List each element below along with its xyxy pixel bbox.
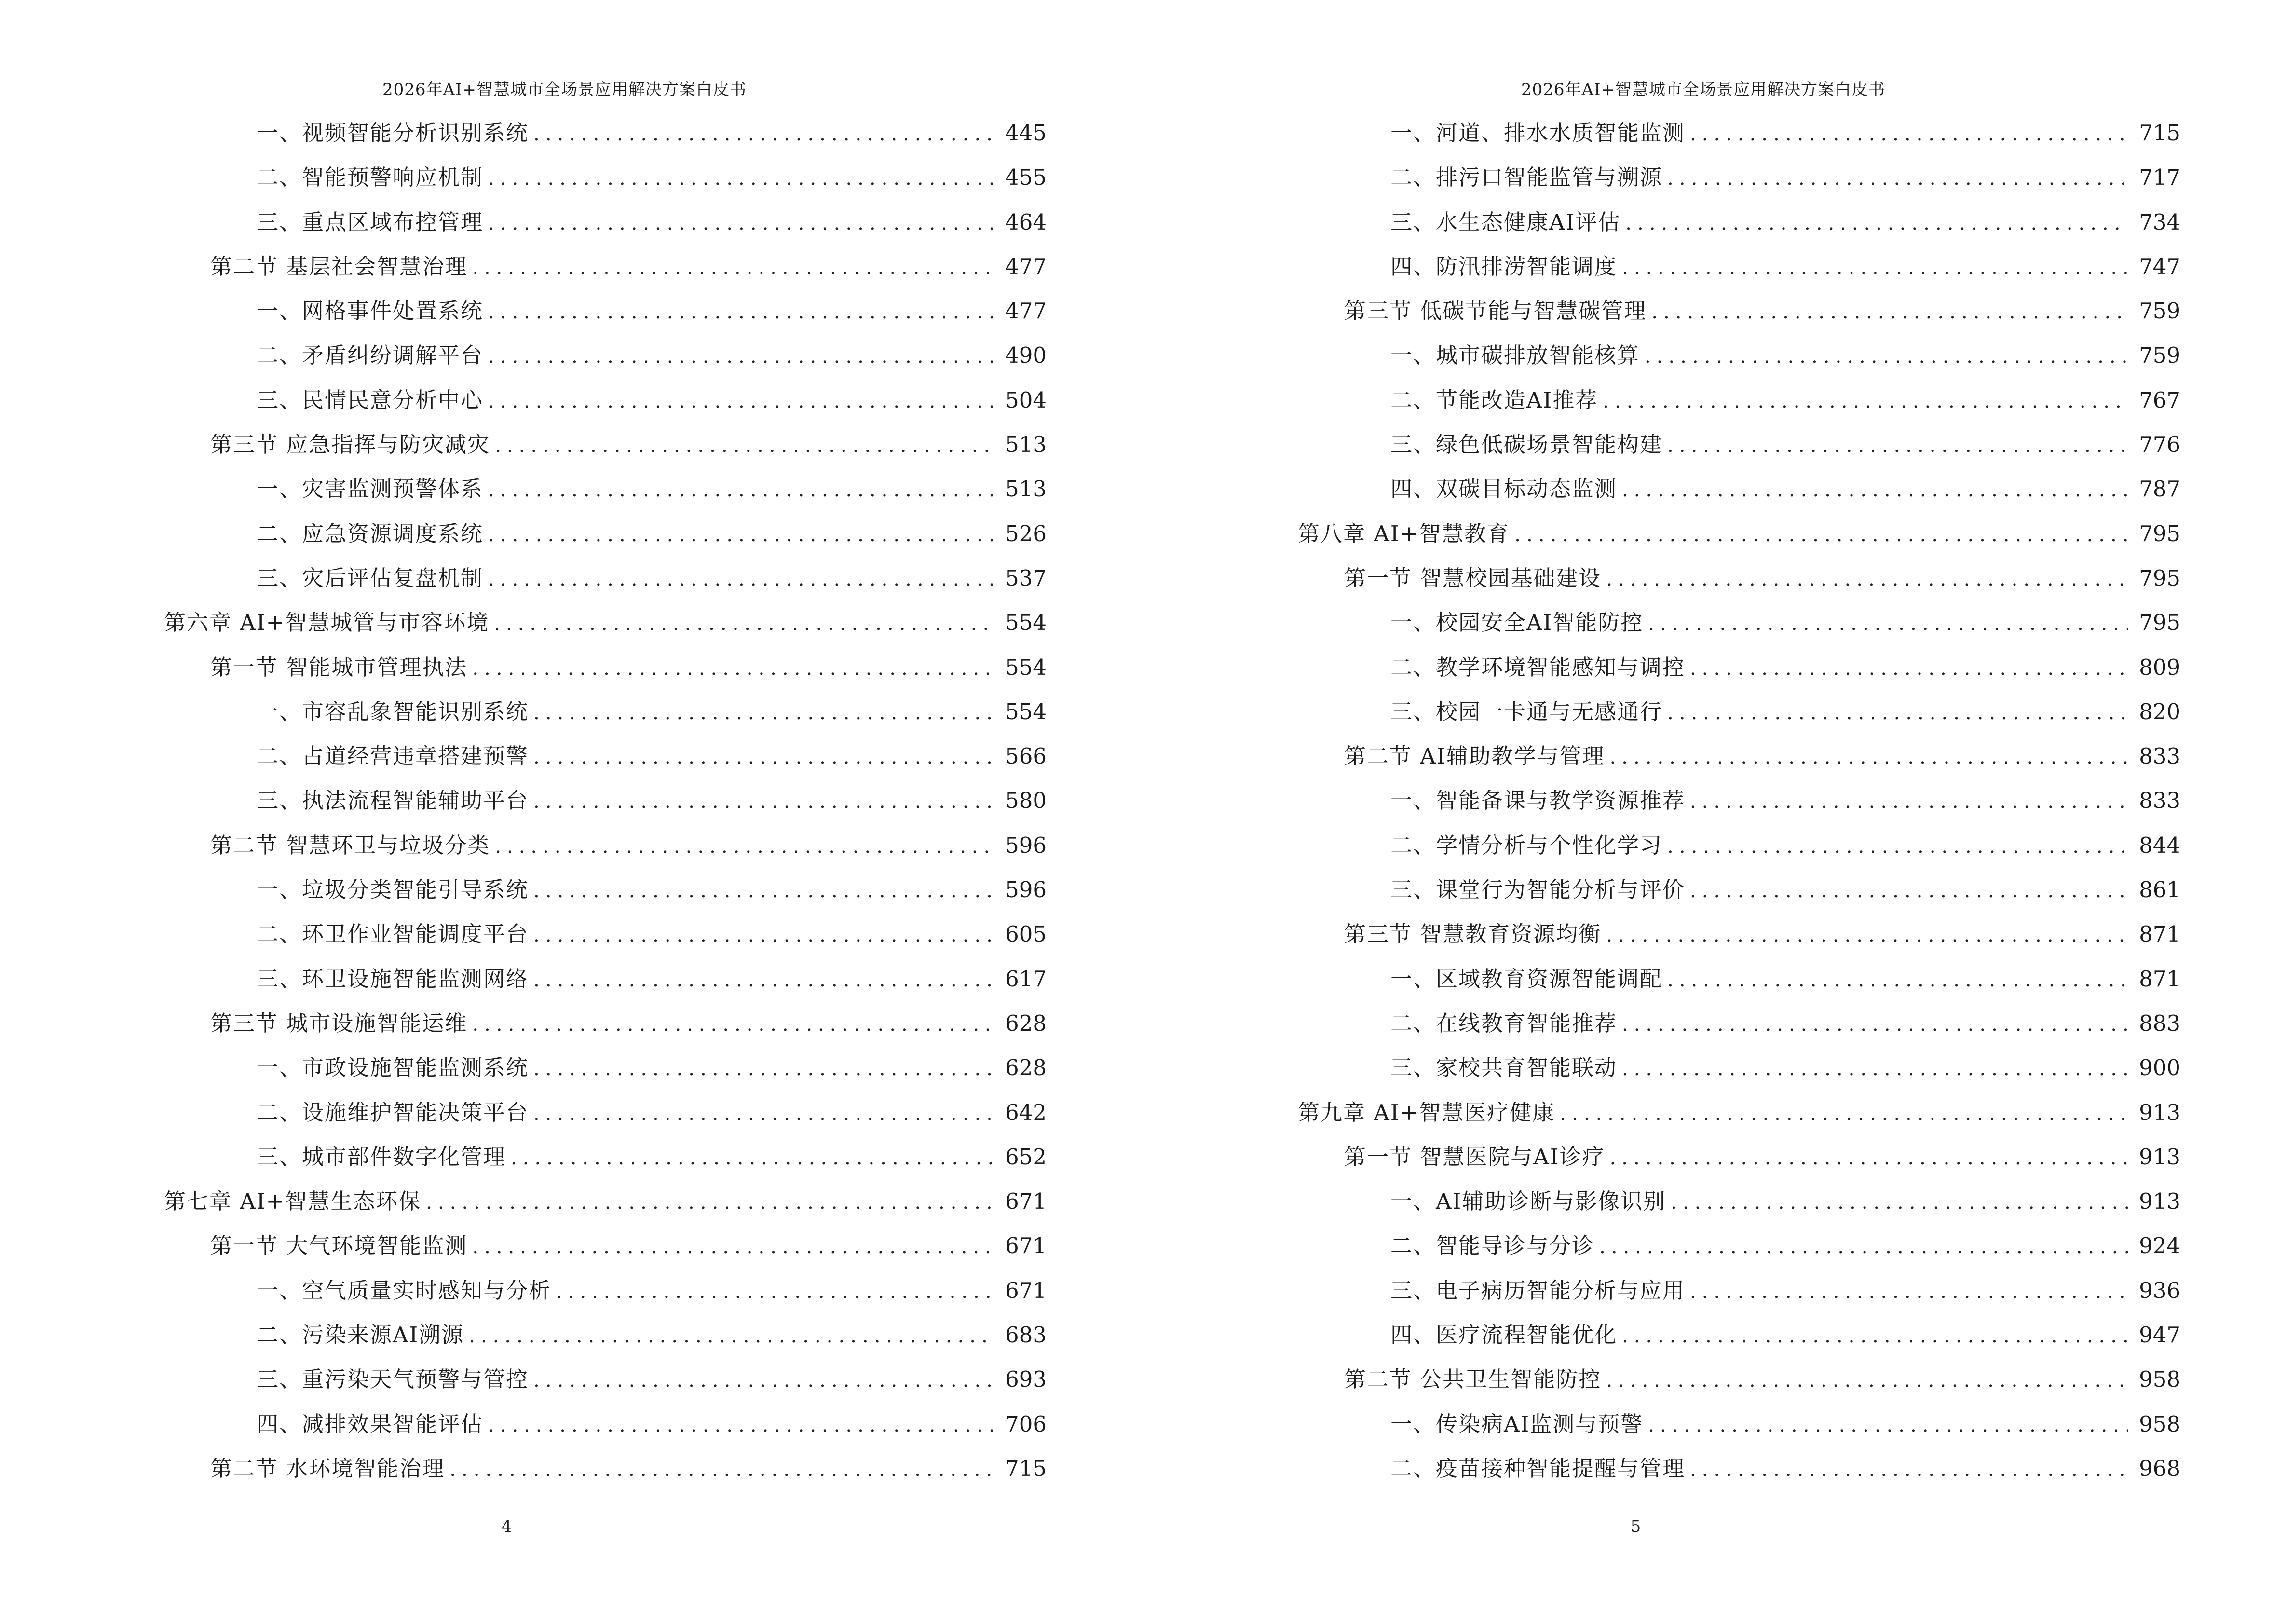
dot-leader	[533, 779, 994, 824]
toc-entry-item[interactable]	[164, 778, 1047, 823]
toc-entry-title: 三、家校共育智能联动	[1390, 1055, 1618, 1081]
toc-entry-title: 二、智能预警响应机制	[257, 164, 484, 191]
toc-entry-page: 596	[1005, 877, 1047, 903]
toc-entry-page: 671	[1005, 1233, 1047, 1259]
dot-leader	[488, 290, 994, 334]
dot-leader	[1514, 513, 2128, 557]
toc-entry-item[interactable]	[164, 1269, 1047, 1313]
toc-entry-title: 二、环卫作业智能调度平台	[257, 921, 529, 947]
toc-entry-title: 三、灾后评估复盘机制	[257, 565, 484, 591]
dot-leader	[533, 958, 994, 1002]
toc-entry-title: 第一节 智慧校园基础建设	[1344, 565, 1602, 591]
page-number: 4	[501, 1517, 512, 1536]
dot-leader	[488, 201, 994, 246]
dot-leader	[533, 1358, 994, 1403]
table-of-contents	[1298, 111, 2180, 1491]
toc-entry-page: 759	[2139, 342, 2180, 368]
toc-entry-item[interactable]	[164, 1357, 1047, 1402]
dot-leader	[488, 379, 994, 423]
toc-entry-page: 936	[2139, 1277, 2180, 1303]
toc-entry-page: 490	[1005, 342, 1047, 368]
toc-entry-title: 一、区域教育资源智能调配	[1390, 966, 1663, 992]
dot-leader	[533, 691, 994, 735]
page-number: 5	[1630, 1517, 1641, 1536]
toc-entry-item[interactable]	[1298, 423, 2180, 467]
toc-entry-page: 513	[1005, 476, 1047, 502]
toc-entry-title: 第二节 公共卫生智能防控	[1344, 1366, 1602, 1392]
toc-entry-item[interactable]	[1298, 600, 2180, 645]
toc-entry-page: 913	[2139, 1188, 2180, 1215]
toc-entry-title: 第六章 AI+智慧城管与市容环境	[164, 610, 490, 636]
dot-leader	[1690, 779, 2128, 824]
toc-entry-item[interactable]	[164, 1313, 1047, 1357]
toc-entry-title: 第二节 水环境智能治理	[210, 1455, 445, 1481]
dot-leader	[1610, 735, 2129, 779]
dot-leader	[1606, 913, 2128, 957]
toc-entry-page: 820	[2139, 698, 2180, 724]
dot-leader	[511, 1136, 994, 1180]
toc-entry-title: 一、灾害监测预警体系	[257, 476, 484, 502]
toc-entry-item[interactable]	[1298, 957, 2180, 1001]
toc-entry-page: 913	[2139, 1144, 2180, 1170]
toc-entry-title: 二、污染来源AI溯源	[257, 1322, 464, 1348]
toc-entry-title: 三、环卫设施智能监测网络	[257, 966, 529, 992]
dot-leader	[472, 646, 994, 691]
dot-leader	[494, 601, 994, 646]
toc-entry-section[interactable]	[1298, 289, 2180, 333]
toc-entry-page: 861	[2139, 877, 2180, 903]
toc-entry-title: 二、占道经营违章搭建预警	[257, 743, 529, 769]
toc-entry-item[interactable]	[1298, 111, 2180, 155]
toc-entry-page: 617	[1005, 966, 1047, 992]
toc-entry-title: 一、校园安全AI智能防控	[1390, 610, 1644, 636]
dot-leader	[1610, 1136, 2129, 1180]
dot-leader	[1622, 468, 2128, 512]
dot-leader	[1599, 1225, 2128, 1269]
dot-leader	[1645, 334, 2128, 379]
dot-leader	[488, 513, 994, 557]
toc-entry-page: 671	[1005, 1188, 1047, 1215]
dot-leader	[1622, 1314, 2128, 1358]
toc-entry-page: 767	[2139, 387, 2180, 413]
toc-entry-page: 477	[1005, 298, 1047, 324]
dot-leader	[533, 913, 994, 957]
toc-entry-title: 二、疫苗接种智能提醒与管理	[1390, 1455, 1686, 1481]
toc-entry-page: 683	[1005, 1322, 1047, 1348]
toc-entry-item[interactable]	[164, 912, 1047, 956]
toc-entry-page: 605	[1005, 921, 1047, 947]
toc-entry-item[interactable]	[164, 734, 1047, 778]
dot-leader	[1690, 869, 2128, 913]
toc-entry-page: 871	[2139, 921, 2180, 947]
dot-leader	[1667, 156, 2128, 201]
toc-entry-page: 833	[2139, 788, 2180, 814]
toc-entry-title: 第七章 AI+智慧生态环保	[164, 1188, 422, 1215]
toc-entry-title: 四、防汛排涝智能调度	[1390, 253, 1618, 279]
toc-entry-title: 一、河道、排水水质智能监测	[1390, 120, 1686, 146]
toc-entry-section[interactable]	[164, 823, 1047, 868]
toc-entry-page: 504	[1005, 387, 1047, 413]
toc-entry-page: 596	[1005, 832, 1047, 858]
dot-leader	[426, 1180, 994, 1225]
toc-entry-title: 第九章 AI+智慧医疗健康	[1298, 1099, 1555, 1125]
toc-entry-item[interactable]	[1298, 778, 2180, 823]
toc-entry-item[interactable]	[1298, 1046, 2180, 1090]
toc-entry-item[interactable]	[164, 1091, 1047, 1135]
toc-entry-title: 第一节 智慧医院与AI诊疗	[1344, 1144, 1605, 1170]
toc-entry-title: 三、水生态健康AI评估	[1390, 209, 1621, 235]
toc-entry-title: 第一节 大气环境智能监测	[210, 1233, 468, 1259]
toc-entry-section[interactable]	[1298, 1357, 2180, 1402]
toc-entry-title: 第八章 AI+智慧教育	[1298, 520, 1510, 546]
toc-entry-title: 第三节 应急指挥与防灾减灾	[210, 432, 490, 458]
toc-entry-page: 706	[1005, 1411, 1047, 1437]
toc-entry-page: 913	[2139, 1099, 2180, 1125]
toc-entry-page: 554	[1005, 654, 1047, 680]
toc-entry-page: 795	[2139, 520, 2180, 546]
toc-entry-page: 513	[1005, 432, 1047, 458]
table-of-contents	[164, 111, 1047, 1491]
dot-leader	[533, 112, 994, 156]
toc-entry-item[interactable]	[1298, 823, 2180, 868]
toc-entry-title: 第三节 智慧教育资源均衡	[1344, 921, 1602, 947]
toc-entry-item[interactable]	[164, 155, 1047, 200]
toc-entry-page: 924	[2139, 1233, 2180, 1259]
toc-entry-item[interactable]	[1298, 1001, 2180, 1046]
dot-leader	[488, 557, 994, 601]
toc-entry-section[interactable]	[1298, 556, 2180, 600]
toc-entry-title: 三、重污染天气预警与管控	[257, 1366, 529, 1392]
dot-leader	[1648, 1403, 2128, 1447]
toc-entry-item[interactable]	[164, 1402, 1047, 1447]
dot-leader	[1606, 557, 2128, 601]
toc-entry-title: 一、智能备课与教学资源推荐	[1390, 788, 1686, 814]
toc-entry-title: 二、应急资源调度系统	[257, 520, 484, 546]
toc-entry-page: 715	[2139, 120, 2180, 146]
toc-entry-page: 445	[1005, 120, 1047, 146]
toc-entry-page: 628	[1005, 1055, 1047, 1081]
toc-entry-page: 693	[1005, 1366, 1047, 1392]
toc-entry-item[interactable]	[1298, 1313, 2180, 1357]
dot-leader	[1690, 1447, 2128, 1492]
toc-entry-title: 四、医疗流程智能优化	[1390, 1322, 1618, 1348]
toc-entry-title: 三、执法流程智能辅助平台	[257, 788, 529, 814]
toc-entry-page: 833	[2139, 743, 2180, 769]
toc-entry-item[interactable]	[1298, 1179, 2180, 1224]
dot-leader	[533, 869, 994, 913]
toc-entry-page: 628	[1005, 1010, 1047, 1036]
right-page	[1144, 0, 2287, 1624]
toc-entry-page: 844	[2139, 832, 2180, 858]
dot-leader	[488, 468, 994, 512]
toc-entry-page: 717	[2139, 164, 2180, 191]
toc-entry-page: 795	[2139, 610, 2180, 636]
toc-entry-chapter[interactable]	[1298, 1091, 2180, 1135]
dot-leader	[472, 1002, 994, 1047]
dot-leader	[1690, 646, 2128, 691]
toc-entry-page: 652	[1005, 1144, 1047, 1170]
toc-entry-item[interactable]	[1298, 1447, 2180, 1491]
toc-entry-page: 747	[2139, 253, 2180, 279]
toc-entry-page: 554	[1005, 698, 1047, 724]
toc-entry-title: 二、教学环境智能感知与调控	[1390, 654, 1686, 680]
toc-entry-page: 464	[1005, 209, 1047, 235]
toc-entry-page: 809	[2139, 654, 2180, 680]
toc-entry-title: 一、空气质量实时感知与分析	[257, 1277, 552, 1303]
toc-entry-item[interactable]	[1298, 155, 2180, 200]
dot-leader	[1560, 1092, 2128, 1136]
toc-entry-title: 第三节 城市设施智能运维	[210, 1010, 468, 1036]
toc-entry-title: 一、视频智能分析识别系统	[257, 120, 529, 146]
toc-entry-item[interactable]	[1298, 1402, 2180, 1447]
toc-entry-page: 537	[1005, 565, 1047, 591]
dot-leader	[1667, 423, 2128, 468]
toc-entry-item[interactable]	[164, 111, 1047, 155]
dot-leader	[495, 423, 994, 468]
toc-entry-item[interactable]	[1298, 467, 2180, 511]
toc-entry-title: 一、市容乱象智能识别系统	[257, 698, 529, 724]
toc-entry-page: 477	[1005, 253, 1047, 279]
toc-entry-title: 一、城市碳排放智能核算	[1390, 342, 1640, 368]
dot-leader	[1667, 824, 2128, 869]
dot-leader	[1651, 290, 2128, 334]
toc-entry-item[interactable]	[1298, 200, 2180, 245]
toc-entry-page: 968	[2139, 1455, 2180, 1481]
toc-entry-title: 二、排污口智能监管与溯源	[1390, 164, 1663, 191]
dot-leader	[472, 1225, 994, 1269]
dot-leader	[1622, 1002, 2128, 1047]
toc-entry-section[interactable]	[164, 245, 1047, 289]
toc-entry-title: 一、市政设施智能监测系统	[257, 1055, 529, 1081]
toc-entry-item[interactable]	[164, 868, 1047, 912]
toc-entry-item[interactable]	[164, 556, 1047, 600]
toc-entry-chapter[interactable]	[164, 600, 1047, 645]
toc-entry-title: 三、民情民意分析中心	[257, 387, 484, 413]
toc-entry-page: 526	[1005, 520, 1047, 546]
toc-entry-page: 671	[1005, 1277, 1047, 1303]
dot-leader	[469, 1314, 994, 1358]
toc-entry-title: 三、重点区域布控管理	[257, 209, 484, 235]
dot-leader	[472, 246, 994, 290]
toc-entry-title: 二、在线教育智能推荐	[1390, 1010, 1618, 1036]
toc-entry-page: 776	[2139, 432, 2180, 458]
toc-entry-title: 三、课堂行为智能分析与评价	[1390, 877, 1686, 903]
toc-entry-section[interactable]	[164, 1447, 1047, 1491]
toc-entry-item[interactable]	[164, 690, 1047, 734]
dot-leader	[1667, 958, 2128, 1002]
toc-entry-page: 947	[2139, 1322, 2180, 1348]
toc-entry-title: 一、垃圾分类智能引导系统	[257, 877, 529, 903]
toc-entry-item[interactable]	[164, 957, 1047, 1001]
dot-leader	[1622, 1047, 2128, 1091]
toc-entry-page: 795	[2139, 565, 2180, 591]
toc-entry-section[interactable]	[164, 1224, 1047, 1268]
toc-entry-item[interactable]	[1298, 1269, 2180, 1313]
toc-entry-title: 第一节 智能城市管理执法	[210, 654, 468, 680]
dot-leader	[533, 735, 994, 779]
toc-entry-page: 566	[1005, 743, 1047, 769]
toc-entry-title: 二、节能改造AI推荐	[1390, 387, 1598, 413]
toc-entry-item[interactable]	[164, 512, 1047, 556]
dot-leader	[1606, 1358, 2128, 1403]
toc-entry-page: 715	[1005, 1455, 1047, 1481]
toc-entry-item[interactable]	[1298, 245, 2180, 289]
toc-entry-item[interactable]	[164, 378, 1047, 423]
toc-entry-title: 第二节 智慧环卫与垃圾分类	[210, 832, 490, 858]
toc-entry-title: 第二节 基层社会智慧治理	[210, 253, 468, 279]
toc-entry-page: 734	[2139, 209, 2180, 235]
dot-leader	[1625, 201, 2128, 246]
toc-entry-section[interactable]	[1298, 1135, 2180, 1179]
dot-leader	[488, 156, 994, 201]
toc-entry-title: 二、设施维护智能决策平台	[257, 1099, 529, 1125]
dot-leader	[1622, 246, 2128, 290]
toc-entry-title: 三、校园一卡通与无感通行	[1390, 698, 1663, 724]
toc-entry-title: 四、减排效果智能评估	[257, 1411, 484, 1437]
toc-entry-item[interactable]	[164, 333, 1047, 378]
toc-entry-page: 871	[2139, 966, 2180, 992]
toc-entry-title: 第二节 AI辅助教学与管理	[1344, 743, 1605, 769]
toc-entry-page: 642	[1005, 1099, 1047, 1125]
page-header: 2026年AI+智慧城市全场景应用解决方案白皮书	[382, 80, 747, 99]
dot-leader	[1603, 379, 2128, 423]
dot-leader	[533, 1047, 994, 1091]
dot-leader	[1667, 691, 2128, 735]
toc-entry-item[interactable]	[164, 200, 1047, 245]
toc-entry-chapter[interactable]	[1298, 512, 2180, 556]
toc-entry-section[interactable]	[164, 423, 1047, 467]
toc-entry-item[interactable]	[1298, 333, 2180, 378]
toc-entry-page: 883	[2139, 1010, 2180, 1036]
toc-entry-chapter[interactable]	[164, 1179, 1047, 1224]
dot-leader	[488, 1403, 994, 1447]
toc-entry-page: 958	[2139, 1411, 2180, 1437]
toc-entry-page: 958	[2139, 1366, 2180, 1392]
toc-entry-section[interactable]	[1298, 912, 2180, 956]
toc-entry-page: 580	[1005, 788, 1047, 814]
toc-entry-title: 二、智能导诊与分诊	[1390, 1233, 1595, 1259]
toc-entry-title: 四、双碳目标动态监测	[1390, 476, 1618, 502]
dot-leader	[1648, 601, 2128, 646]
toc-entry-section[interactable]	[164, 1001, 1047, 1046]
toc-entry-page: 900	[2139, 1055, 2180, 1081]
toc-entry-page: 455	[1005, 164, 1047, 191]
toc-entry-item[interactable]	[164, 1135, 1047, 1179]
toc-entry-title: 一、传染病AI监测与预警	[1390, 1411, 1644, 1437]
dot-leader	[449, 1447, 994, 1492]
toc-entry-title: 三、电子病历智能分析与应用	[1390, 1277, 1686, 1303]
toc-entry-item[interactable]	[1298, 868, 2180, 912]
toc-entry-title: 一、网格事件处置系统	[257, 298, 484, 324]
page-header: 2026年AI+智慧城市全场景应用解决方案白皮书	[1521, 80, 1885, 99]
toc-entry-title: 一、AI辅助诊断与影像识别	[1390, 1188, 1666, 1215]
toc-entry-title: 三、绿色低碳场景智能构建	[1390, 432, 1663, 458]
toc-entry-title: 第三节 低碳节能与智慧碳管理	[1344, 298, 1647, 324]
toc-entry-page: 759	[2139, 298, 2180, 324]
toc-entry-item[interactable]	[1298, 378, 2180, 423]
dot-leader	[488, 334, 994, 379]
dot-leader	[533, 1092, 994, 1136]
toc-entry-item[interactable]	[164, 1046, 1047, 1090]
toc-entry-item[interactable]	[1298, 1224, 2180, 1268]
dot-leader	[1671, 1180, 2128, 1225]
dot-leader	[556, 1269, 994, 1314]
toc-entry-title: 二、矛盾纠纷调解平台	[257, 342, 484, 368]
toc-entry-page: 554	[1005, 610, 1047, 636]
toc-entry-section[interactable]	[1298, 734, 2180, 778]
toc-entry-item[interactable]	[164, 467, 1047, 511]
toc-entry-item[interactable]	[164, 289, 1047, 333]
dot-leader	[1690, 112, 2128, 156]
toc-entry-title: 三、城市部件数字化管理	[257, 1144, 506, 1170]
toc-entry-item[interactable]	[1298, 690, 2180, 734]
dot-leader	[495, 824, 994, 869]
toc-entry-page: 787	[2139, 476, 2180, 502]
toc-entry-section[interactable]	[164, 645, 1047, 690]
dot-leader	[1690, 1269, 2128, 1314]
toc-entry-item[interactable]	[1298, 645, 2180, 690]
toc-entry-title: 二、学情分析与个性化学习	[1390, 832, 1663, 858]
